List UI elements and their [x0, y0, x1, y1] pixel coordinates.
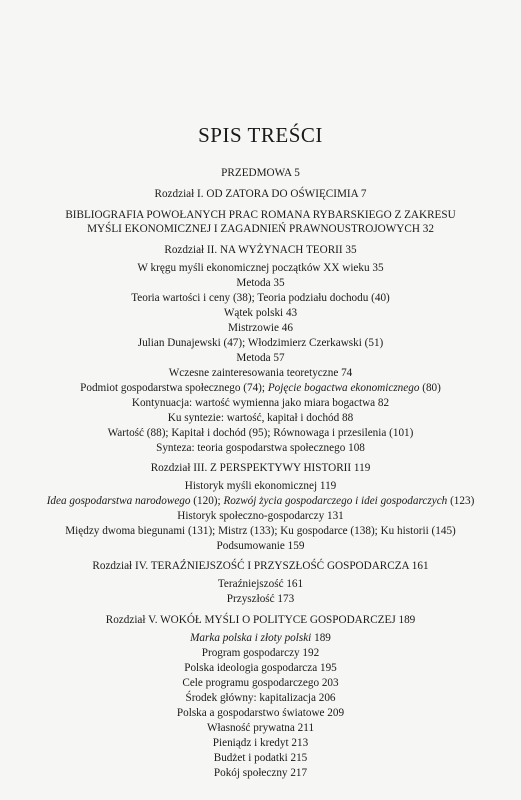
toc-entry: PRZEDMOWA 5 — [221, 167, 300, 179]
toc-chapter: Rozdział I. OD ZATORA DO OŚWIĘCIMIA 7 — [154, 188, 367, 200]
toc-chapter: Rozdział V. WOKÓŁ MYŚLI O POLITYCE GOSPODARCZEJ 189 — [105, 614, 416, 626]
toc-text: 189 — [311, 632, 331, 644]
toc-section: Podsumowanie 159 — [216, 540, 305, 552]
toc-section: Kontynuacja: wartość wymienna jako miara bogactwa 82 — [131, 397, 390, 409]
toc-section: Teraźniejszość 161 — [217, 578, 304, 590]
toc-subsection — [0, 495, 521, 508]
toc-section: Synteza: teoria gospodarstwa społecznego 108 — [156, 442, 365, 454]
toc-section: Historyk myśli ekonomicznej 119 — [184, 480, 337, 492]
toc-section: Metoda 35 — [236, 277, 285, 289]
toc-section: Wczesne zainteresowania teoretyczne 74 — [168, 367, 353, 379]
toc-chapter: Rozdział II. NA WYŻYNACH TEORII 35 — [164, 244, 357, 256]
toc-text: (80) — [419, 382, 441, 394]
toc-italic-title: Marka polska i złoty polski — [190, 632, 312, 644]
toc-subsection: Teoria wartości i ceny (38); Teoria podziału dochodu (40) — [131, 292, 390, 304]
toc-text: (123) — [447, 495, 475, 507]
toc-section: Pieniądz i kredyt 213 — [212, 737, 309, 749]
toc-section: Budżet i podatki 215 — [213, 752, 308, 764]
toc-chapter: Rozdział III. Z PERSPEKTYWY HISTORII 119 — [150, 462, 371, 474]
toc-entry: MYŚLI EKONOMICZNEJ I ZAGADNIEŃ PRAWNOUSTROJOWYCH 32 — [87, 223, 434, 235]
toc-section: Pokój społeczny 217 — [213, 767, 308, 779]
toc-section: W kręgu myśli ekonomicznej początków XX wieku 35 — [137, 262, 384, 274]
toc-italic-title: Idea gospodarstwa narodowego — [46, 495, 191, 507]
toc-section: Mistrzowie 46 — [228, 322, 293, 334]
toc-section: Środek główny: kapitalizacja 206 — [185, 692, 336, 704]
toc-text: Podmiot gospodarstwa społecznego (74); — [80, 382, 268, 394]
toc-section: Historyk społeczno-gospodarczy 131 — [177, 510, 344, 522]
toc-section: Ku syntezie: wartość, kapitał i dochód 88 — [167, 412, 354, 424]
toc-section: Cele programu gospodarczego 203 — [182, 677, 339, 689]
toc-subsection: Julian Dunajewski (47); Włodzimierz Czerkawski (51) — [137, 337, 384, 349]
page-title: SPIS TREŚCI — [198, 123, 323, 147]
toc-section: Polska a gospodarstwo światowe 209 — [176, 707, 345, 719]
toc-section: Wątek polski 43 — [223, 307, 298, 319]
toc-section: Metoda 57 — [236, 352, 285, 364]
toc-section: Własność prywatna 211 — [206, 722, 315, 734]
toc-subsection: Między dwoma biegunami (131); Mistrz (133); Ku gospodarce (138); Ku historii (145) — [65, 525, 456, 537]
toc-section — [0, 632, 521, 645]
toc-text: (120); — [190, 495, 224, 507]
toc-italic-title: Pojęcie bogactwa ekonomicznego — [267, 382, 420, 394]
toc-section: Polska ideologia gospodarcza 195 — [184, 662, 337, 674]
toc-subsection: Wartość (88); Kapitał i dochód (95); Równowaga i przesilenia (101) — [107, 427, 414, 439]
toc-section: Przyszłość 173 — [226, 593, 295, 605]
toc-subsection — [0, 382, 521, 395]
toc-entry: BIBLIOGRAFIA POWOŁANYCH PRAC ROMANA RYBARSKIEGO Z ZAKRESU — [65, 209, 456, 221]
toc-section: Program gospodarczy 192 — [201, 647, 320, 659]
toc-italic-title: Rozwój życia gospodarczego i idei gospodarczych — [223, 495, 448, 507]
toc-chapter: Rozdział IV. TERAŹNIEJSZOŚĆ I PRZYSZŁOŚĆ GOSPODARCZA 161 — [92, 560, 429, 572]
